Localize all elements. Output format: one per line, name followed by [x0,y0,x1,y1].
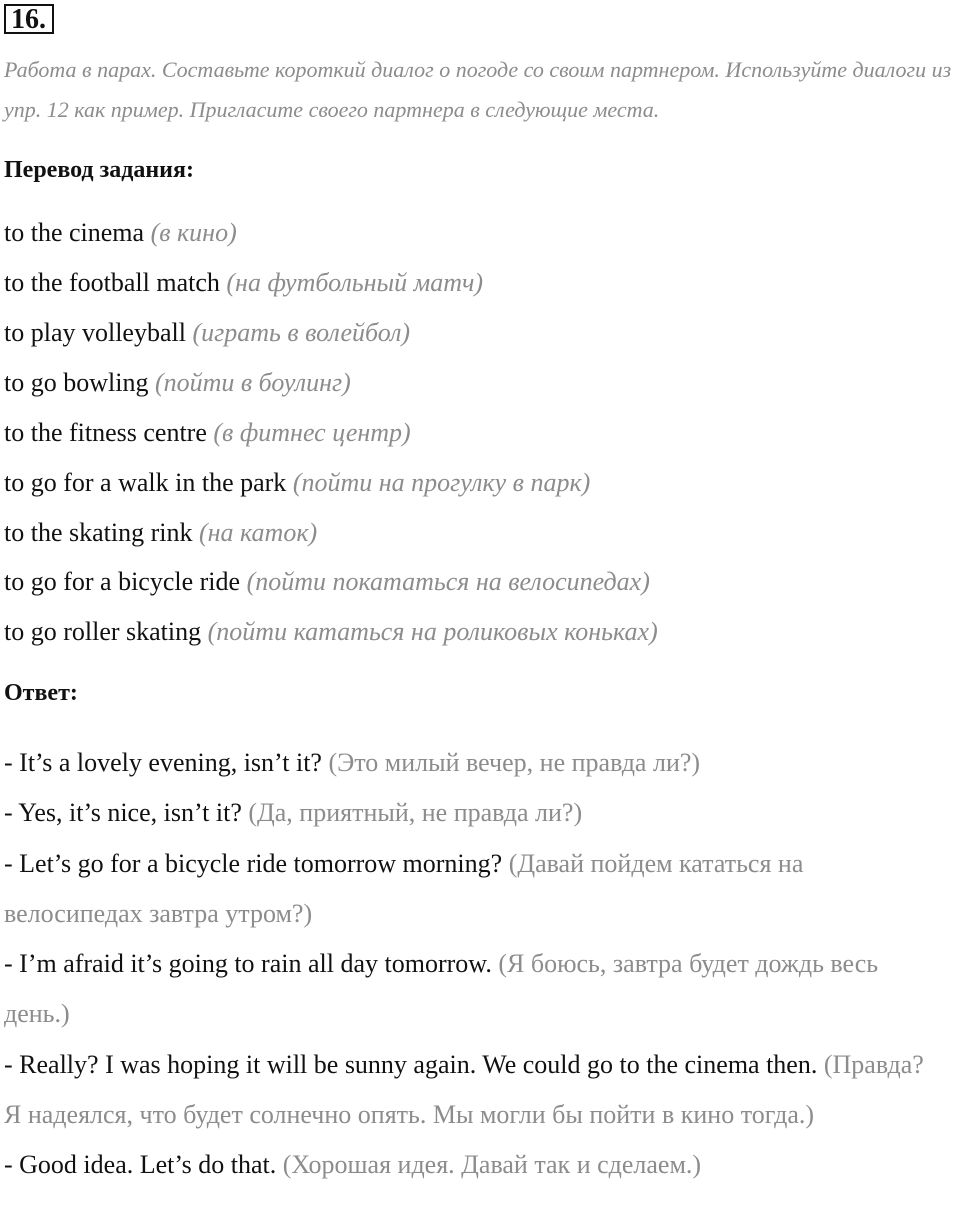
dialogue-en: - Really? I was hoping it will be sunny again. We could go to the cinema then. [4,1049,818,1079]
phrase-item [4,517,317,549]
dialogue-line [4,839,944,940]
exercise-number: 16. [4,4,54,34]
dialogue-line [4,939,944,1040]
phrase-en: to the football match [4,268,220,297]
dialogue-ru: (Давай пойдем кататься на велосипедах завтра утром?) [4,848,804,928]
answer-heading: Ответ: [4,680,78,706]
dialogue-en: - Yes, it’s nice, isn’t it? [4,798,242,828]
phrase-item [4,367,351,399]
phrase-item [4,217,237,249]
phrase-item [4,467,590,499]
phrase-en: to play volleyball [4,318,186,347]
phrase-en: to go roller skating [4,617,202,646]
phrase-en: to go for a bicycle ride [4,567,241,596]
phrase-item [4,616,658,648]
phrase-item [4,417,411,449]
dialogue-ru: (Хорошая идея. Давай так и сделаем.) [282,1150,702,1180]
dialogue-ru: (Да, приятный, не правда ли?) [248,798,583,828]
dialogue-ru: (Правда? Я надеялся, что будет солнечно опять. Мы могли бы пойти в кино тогда.) [4,1049,924,1130]
phrase-en: to the skating rink [4,518,193,547]
phrase-ru: (на каток) [198,518,318,547]
phrase-ru: (на футбольный матч) [226,268,484,297]
phrase-ru: (в кино) [150,218,237,247]
dialogue-en: - Let’s go for a bicycle ride tomorrow morning? [4,848,503,878]
dialogue-en: - I’m afraid it’s going to rain all day tomorrow. [4,949,492,979]
phrase-item [4,267,483,299]
dialogue-line [4,738,944,788]
dialogue-line [4,1040,944,1141]
phrase-ru: (пойти на прогулку в парк) [292,468,591,497]
phrase-ru: (пойти кататься на роликовых коньках) [207,617,658,646]
phrase-ru: (играть в волейбол) [192,318,411,347]
dialogue-en: - Good idea. Let’s do that. [4,1150,277,1180]
phrase-en: to go bowling [4,368,149,397]
dialogue-line [4,1140,944,1190]
phrase-item [4,566,650,598]
phrase-ru: (пойти покататься на велосипедах) [246,567,650,596]
phrase-en: to the cinema [4,218,145,247]
phrase-ru: (пойти в боулинг) [154,368,351,397]
phrase-ru: (в фитнес центр) [213,418,411,447]
translation-heading: Перевод задания: [4,157,194,183]
dialogue-ru: (Я боюсь, завтра будет дождь весь день.) [4,949,879,1029]
dialogue [4,738,944,1191]
dialogue-en: - It’s a lovely evening, isn’t it? [4,748,322,777]
phrase-en: to the fitness centre [4,418,207,447]
task-text: Работа в парах. Составьте короткий диалог о погоде со своим партнером. Используйте диалоги из упр. 12 как пример. Пригласите своего партнера в следующие места. [4,57,952,122]
phrase-en: to go for a walk in the park [4,468,287,497]
phrase-item [4,317,410,349]
dialogue-ru: (Это милый вечер, не правда ли?) [328,748,701,777]
dialogue-line [4,788,944,838]
